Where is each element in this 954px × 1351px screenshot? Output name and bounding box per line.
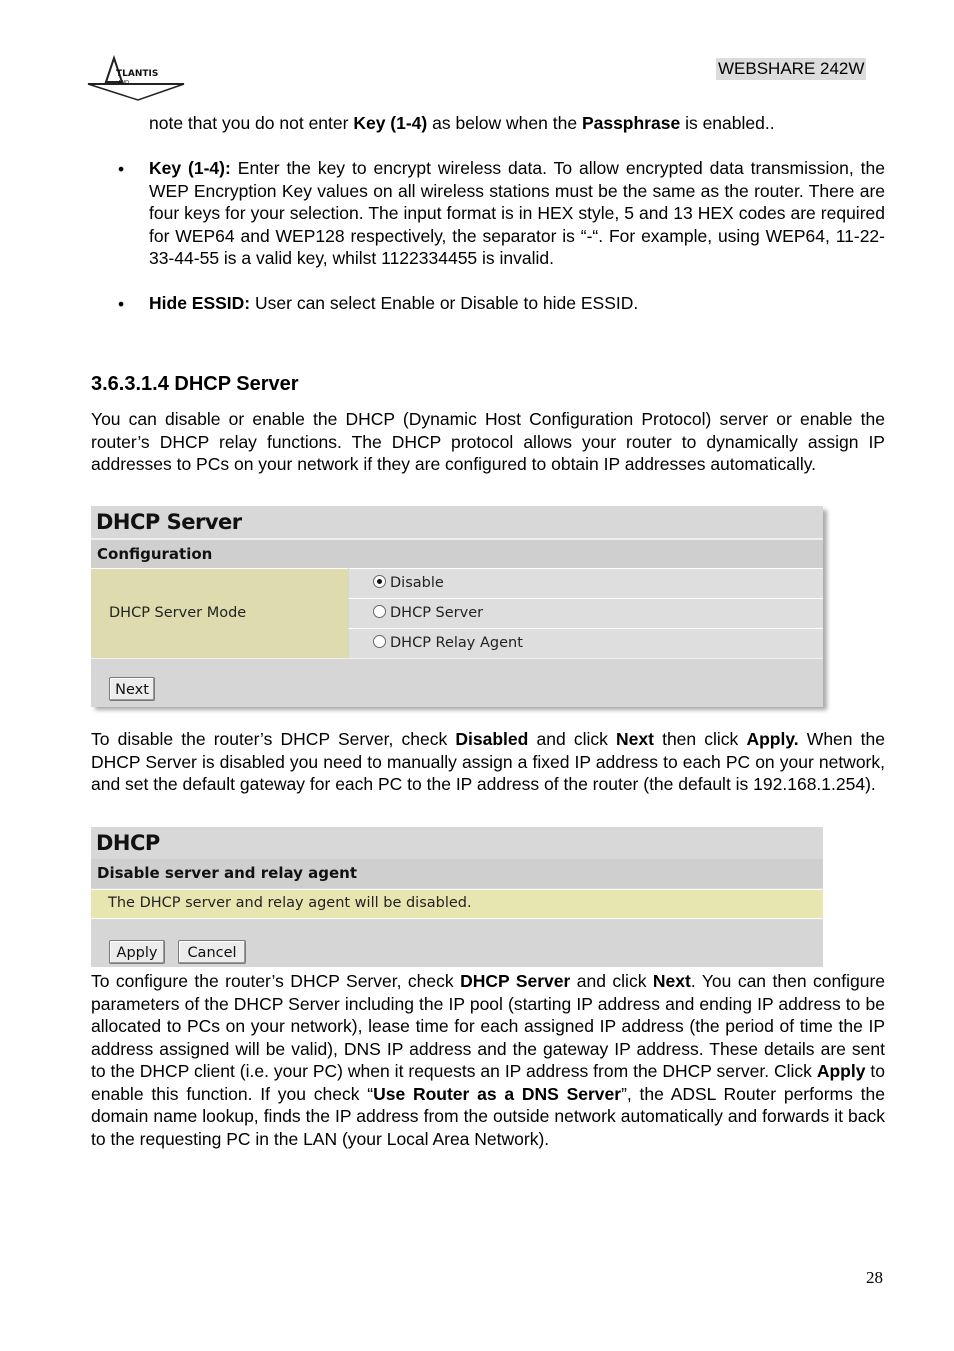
radio-disable[interactable] bbox=[373, 575, 386, 588]
option-dhcp-server-label: DHCP Server bbox=[390, 605, 484, 621]
panel-footer bbox=[91, 658, 823, 707]
section-heading: 3.6.3.1.4 DHCP Server bbox=[91, 373, 299, 395]
bullet-hide-essid: Hide ESSID: User can select Enable or Disable to hide ESSID. bbox=[149, 293, 639, 313]
configure-instructions: To configure the router’s DHCP Server, check DHCP Server and click Next. You can then configure parameters of the DHCP Server including the IP pool (starting IP address and ending IP address to be allocated to PCs on your network), lease time for each assigned IP address (the period of time the IP address assigned will be valid), DNS IP address and the gateway IP address. These details are sent to the DHCP client (i.e. your PC) when it requests an IP address from the DHCP server. Click Apply to enable this function. If you check “Use Router as a DNS Server”, the ADSL Router performs the domain name lookup, finds the IP address from the outside network automatically and forwards it back to the requesting PC in the LAN (your Local Area Network). bbox=[91, 971, 886, 1149]
dhcp-server-panel bbox=[91, 506, 823, 706]
option-relay-agent-label: DHCP Relay Agent bbox=[390, 635, 523, 651]
disable-instructions: To disable the router’s DHCP Server, check Disabled and click Next then click Apply. When the DHCP Server is disabled you need to manually assign a fixed IP address to each PC on your network, and set the default gateway for each PC to the IP address of the router (the default is 192.168.1.254). bbox=[91, 729, 885, 794]
next-button[interactable]: Next bbox=[109, 677, 155, 701]
bullet-key: Key (1-4): Enter the key to encrypt wireless data. To allow encrypted data transmission, the WEP Encryption Key values on all wireless stations must be the same as the router. There are four keys for your selection. The input format is in HEX style, 5 and 13 HEX codes are required for WEP64 and WEP128 respectively, the separator is “-“. For example, using WEP64, 11-22-33-44-55 is a valid key, whilst 1122334455 is invalid. bbox=[149, 158, 885, 268]
intro-continuation: note that you do not enter Key (1-4) as below when the Passphrase is enabled.. bbox=[149, 113, 775, 133]
panel-title: DHCP Server bbox=[91, 506, 823, 540]
radio-dhcp-server[interactable] bbox=[373, 605, 386, 618]
option-disable-label: Disable bbox=[390, 575, 444, 591]
disable-message-row bbox=[91, 889, 823, 919]
mode-label: DHCP Server Mode bbox=[109, 605, 247, 621]
page-number: 28 bbox=[866, 1268, 883, 1287]
disable-panel-title: DHCP bbox=[91, 827, 823, 861]
logo-subtext: AND bbox=[118, 80, 130, 86]
panel-subtitle: Configuration bbox=[91, 540, 823, 568]
radio-relay-agent[interactable] bbox=[373, 635, 386, 648]
option-row-dhcp-server[interactable] bbox=[349, 598, 823, 629]
section-para: You can disable or enable the DHCP (Dynamic Host Configuration Protocol) server or enable the router’s DHCP relay functions. The DHCP protocol allows your router to dynamically assign IP addresses to PCs on your network if they are configured to obtain IP addresses automatically. bbox=[91, 409, 885, 474]
disable-message: The DHCP server and relay agent will be disabled. bbox=[108, 895, 472, 911]
bullet-dot: • bbox=[118, 159, 125, 179]
disable-panel-subtitle: Disable server and relay agent bbox=[91, 859, 823, 888]
dhcp-disable-panel bbox=[91, 827, 823, 967]
atlantis-logo bbox=[86, 54, 186, 102]
apply-button[interactable]: Apply bbox=[109, 940, 165, 964]
option-row-relay-agent[interactable] bbox=[349, 628, 823, 659]
bullet-dot: • bbox=[118, 294, 125, 314]
logo-text: TLANTIS bbox=[116, 69, 159, 79]
header-model: WEBSHARE 242W bbox=[718, 59, 865, 78]
mode-label-cell bbox=[91, 568, 348, 658]
option-row-disable[interactable] bbox=[349, 568, 823, 599]
cancel-button[interactable]: Cancel bbox=[178, 940, 246, 964]
